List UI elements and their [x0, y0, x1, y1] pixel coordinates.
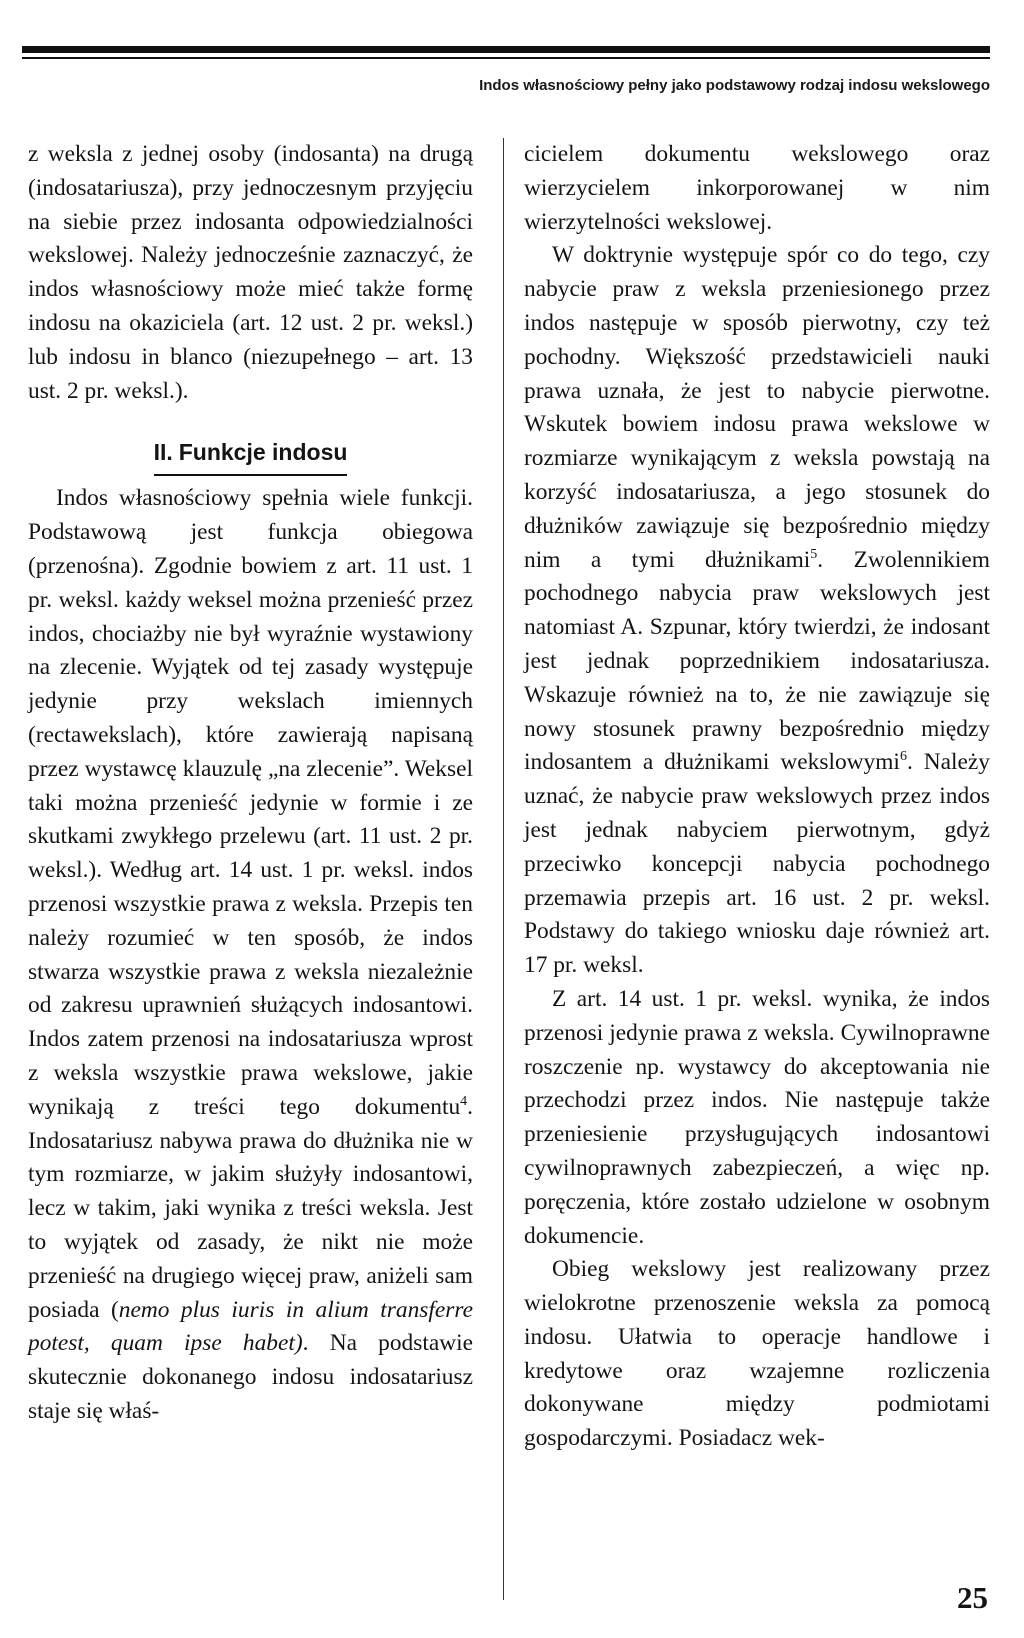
right-paragraph-2-text-c: . Należy uznać, że nabycie praw wekslowych przez indos jest jednak nabyciem pierwotnym, gdyż przeciwko koncepcji nabycia pochodnego przemawia przepis art. 16 ust. 2 pr. weksl. Podstawy do takiego wniosku daje również art. 17 pr. weksl.: [524, 749, 990, 979]
right-paragraph-3: Z art. 14 ust. 1 pr. weksl. wynika, że indos przenosi jedynie prawa z weksla. Cywilnoprawne roszczenie np. wystawcy do akceptowania nie przechodzi przez indos. Nie następuje także przeniesienie przysługujących indosantowi cywilnoprawnych zabezpieczeń, a więc np. poręczenia, które zostało udzielone w osobnym dokumencie.: [524, 985, 990, 1249]
latin-maxim: nemo plus iuris in alium transferre potest, quam ipse habet): [28, 1296, 473, 1357]
section-heading-number: II.: [153, 439, 173, 466]
right-paragraph-4: Obieg wekslowy jest realizowany przez wielokrotne przenoszenie weksla za pomocą indosu. Ułatwia to operacje handlowe i kredytowe oraz wzajemne rozliczenia dokonywane między podmiotami gospodarczymi. Posiadacz wek-: [524, 1256, 990, 1452]
right-paragraph-2-text-b: . Zwolennikiem pochodnego nabycia praw wekslowych jest natomiast A. Szpunar, który twierdzi, że indosant jest jednak poprzednikiem indosatariusza. Wskazuje również na to, że nie zawiązuje się nowy stosunek prawny bezpośrednio między indosantem a dłużnikami wekslowymi: [524, 546, 990, 776]
left-column: [28, 138, 473, 1429]
column-divider: [503, 138, 504, 1600]
right-paragraph-1: cicielem dokumentu wekslowego oraz wierzycielem inkorporowanej w nim wierzytelności wekslowej.: [524, 141, 990, 235]
section-heading-underline: [154, 436, 348, 476]
header-rule-thick: [22, 46, 990, 53]
section-heading-title: Funkcje indosu: [178, 439, 348, 466]
left-paragraph-2-text-b: . Indosatariusz nabywa prawa do dłużnika nie w tym rozmiarze, w jakim służyły indosantowi, lecz w takim, jaki wynika z treści weksla. Jest to wyjątek od zasady, że nikt nie może przenieść na drugiego więcej praw, aniżeli sam posiada (: [28, 1093, 473, 1323]
right-paragraph-2: [524, 239, 990, 983]
footnote-ref-4: 4: [460, 1093, 468, 1109]
left-paragraph-2-text-a: Indos własnościowy spełnia wiele funkcji. Podstawową jest funkcja obiegowa (przenośna). Zgodnie bowiem z art. 11 ust. 1 pr. weksl. każdy weksel można przenieść przez indos, chociażby nie był wyraźnie wystawiony na zlecenie. Wyjątek od tej zasady występuje jedynie przy wekslach imiennych (rectawekslach), które zawierają napisaną przez wystawcę klauzulę „na zlecenie”. Weksel taki można przenieść jedynie w formie i ze skutkami zwykłego przelewu (art. 11 ust. 2 pr. weksl.). Według art. 14 ust. 1 pr. weksl. indos przenosi wszystkie prawa z weksla. Przepis ten należy rozumieć w ten sposób, że indos stwarza wszystkie prawa z weksla niezależnie od zakresu uprawnień służących indosantowi. Indos zatem przenosi na indosatariusza wprost z weksla wszystkie prawa wekslowe, jakie wynikają z treści tego dokumentu: [28, 485, 473, 1120]
right-paragraph-2-text-a: W doktrynie występuje spór co do tego, czy nabycie praw z weksla przeniesionego przez indos następuje w sposób pierwotny, czy też pochodny. Większość przedstawicieli nauki prawa uznała, że jest to nabycie pierwotne. Wskutek bowiem indosu prawa wekslowe w rozmiarze wynikającym z weksla powstają na korzyść indosatariusza, a jego stosunek do dłużników zawiązuje się bezpośrednio między nim a tymi dłużnikami: [524, 242, 990, 573]
footnote-ref-5: 5: [810, 546, 818, 562]
section-heading: [28, 436, 473, 478]
footnote-ref-6: 6: [899, 749, 907, 765]
right-column: [524, 138, 990, 1456]
running-header: Indos własnościowy pełny jako podstawowy rodzaj indosu wekslowego: [479, 77, 990, 94]
page-number: 25: [957, 1580, 988, 1615]
left-paragraph-1: z weksla z jednej osoby (indosanta) na drugą (indosatariusza), przy jednoczesnym przyjęciu na siebie przez indosanta odpowiedzialności wekslowej. Należy jednocześnie zaznaczyć, że indos własnościowy może mieć także formę indosu na okaziciela (art. 12 ust. 2 pr. weksl.) lub indosu in blanco (niezupełnego – art. 13 ust. 2 pr. weksl.).: [28, 141, 473, 404]
left-paragraph-2: [28, 482, 473, 1428]
left-paragraph-2-text-c: . Na podstawie skutecznie dokonanego indosu indosatariusz staje się właś-: [28, 1330, 473, 1424]
header-rule-thin: [22, 57, 990, 59]
